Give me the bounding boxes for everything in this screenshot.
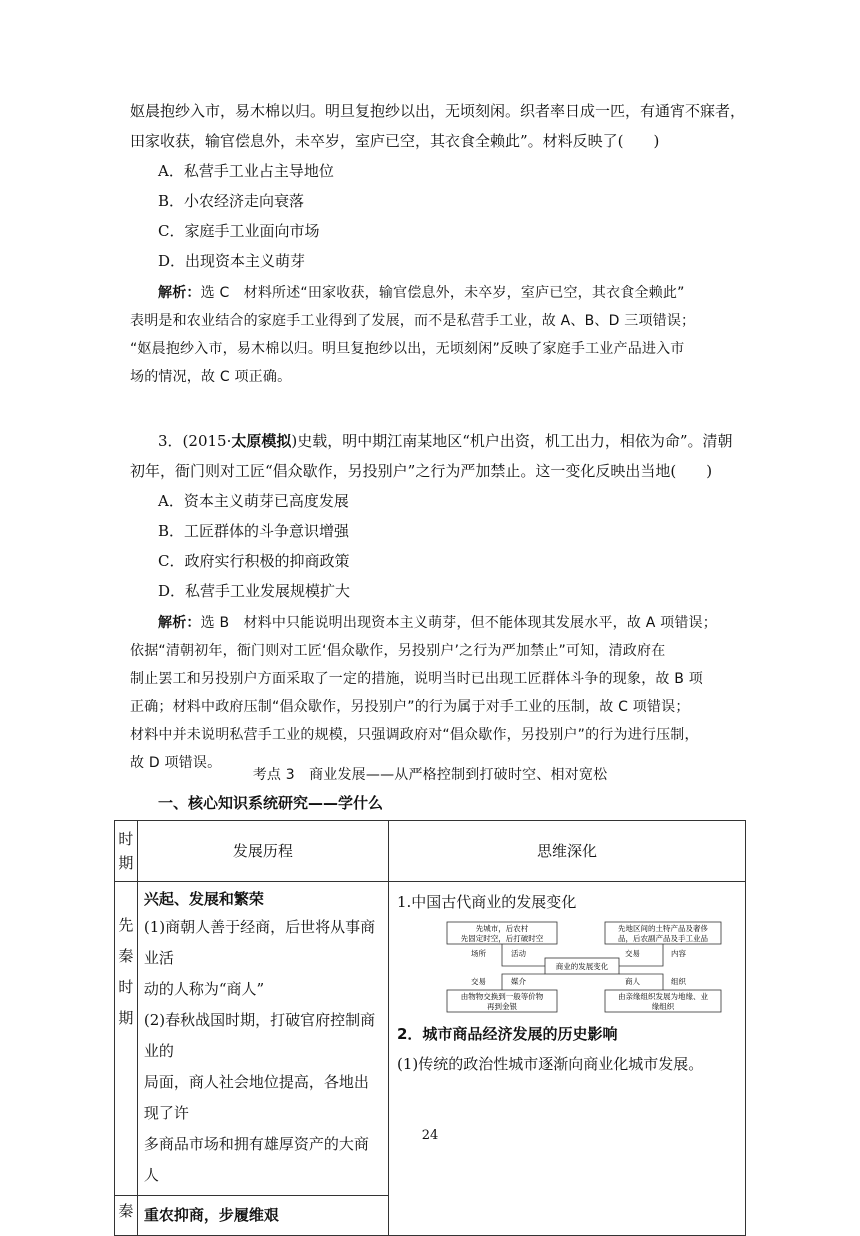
q2-stem-line-2: 田家收获，输官偿息外，未卒岁，室庐已空，其衣食全赖此”。材料反映了( ) [130,132,660,150]
knowledge-table [114,820,746,1236]
diagram-box-tr-text-2: 品，后农副产品及手工业品 [618,934,708,943]
q3-option-b: B．工匠群体的斗争意识增强 [158,522,350,540]
qin-char: 秦 [118,1202,134,1220]
commerce-diagram [427,920,737,1016]
diagram-box-tr-text-1: 先地区间的土特产品及奢侈 [618,924,708,933]
diagram-box-tl-text-1: 先城市，后农村 [475,924,529,933]
diagram-box-bl-text-1: 由物物交换到一般等价物 [460,992,544,1001]
diagram-label-medium: 媒介 [511,977,526,986]
q2-analysis-line-2: 表明是和农业结合的家庭手工业得到了发展，而不是私营手工业，故 A、B、D 三项错误； [130,313,696,329]
header-think-cell [389,821,746,882]
header-think-label: 思维深化 [536,842,597,860]
diagram-box-tl-text-2: 先固定时空，后打破时空 [460,934,544,943]
q2-stem-line-1: 妪晨抱纱入市，易木棉以归。明旦复抱纱以出，无顷刻闲。织者率日成一匹，有通宵不寐者， [130,102,746,120]
diagram-box-bl-text-2: 再到金银 [487,1002,517,1011]
header-dev-cell [137,821,388,882]
diagram-box-br-text-1: 由亲缘组织发展为地缘、业 [618,992,708,1001]
header-period-cell [115,821,138,882]
preqin-char-4: 期 [118,1009,134,1027]
diagram-label-merchant: 商人 [625,977,640,986]
diagram-label-trade-2: 交易 [471,977,486,986]
q2-analysis-text-1: 选 C 材料所述“田家收获，输官偿息外，未卒岁，室庐已空，其衣食全赖此” [200,285,685,301]
q2-option-d: D．出现资本主义萌芽 [158,252,306,270]
preqin-line-4: 局面，商人社会地位提高，各地出现了许 [143,1073,369,1122]
q2-analysis-label: 解析： [158,285,201,301]
q3-analysis-line-3: 制止罢工和另投别户方面采取了一定的措施，说明当时已出现工匠群体斗争的现象，故 B 项 [130,671,703,687]
preqin-char-1: 先 [118,916,134,934]
q3-stem-line-2: 初年，衙门则对工匠“倡众歇作，另投别户”之行为严加禁止。这一变化反映出当地( ) [130,462,713,480]
q3-source: 太原模拟 [231,432,292,450]
q3-analysis-line-1 [158,612,717,634]
q3-analysis-line-2: 依据“清朝初年，衙门则对工匠‘倡众歇作，另投别户’之行为严加禁止”可知，清政府在 [130,643,666,659]
preqin-line-3: (2)春秋战国时期，打破官府控制商业的 [143,1011,376,1060]
preqin-line-2: 动的人称为“商人” [143,980,265,998]
q3-stem-rest: )史载，明中期江南某地区“机户出资，机工出力，相依为命”。清朝 [291,432,733,450]
preqin-char-3: 时 [118,978,134,996]
q2-analysis-line-1 [158,282,685,304]
think-line-1: (1)传统的政治性城市逐渐向商业化城市发展。 [397,1055,704,1073]
q3-analysis-label: 解析： [158,615,201,631]
q2-analysis-line-4: 场的情况，故 C 项正确。 [130,369,292,385]
preqin-char-2: 秦 [118,947,134,965]
diagram-center-text: 商业的发展变化 [555,962,609,971]
header-period-char-1: 时 [118,830,134,848]
section-heading: 一、核心知识系统研究——学什么 [158,794,384,812]
q3-analysis-text-1: 选 B 材料中只能说明出现资本主义萌芽，但不能体现其发展水平，故 A 项错误； [200,615,717,631]
diagram-label-content: 内容 [671,949,686,958]
preqin-line-1: (1)商朝人善于经商，后世将从事商业活 [143,918,376,967]
preqin-title: 兴起、发展和繁荣 [143,890,264,908]
diagram-label-place: 场所 [471,949,486,958]
q3-option-a: A．资本主义萌芽已高度发展 [158,492,349,510]
q2-analysis-line-3: “妪晨抱纱入市，易木棉以归。明旦复抱纱以出，无顷刻闲”反映了家庭手工业产品进入市 [130,341,685,357]
qin-title: 重农抑商，步履维艰 [143,1206,279,1224]
q3-option-c: C．政府实行积极的抑商政策 [158,552,350,570]
preqin-dev-cell [137,882,388,1196]
table-header-row [115,821,746,882]
kaodian-heading: 考点 3 商业发展——从严格控制到打破时空、相对宽松 [252,767,608,783]
diagram-label-trade-1: 交易 [625,949,640,958]
preqin-line-5: 多商品市场和拥有雄厚资产的大商人 [143,1135,369,1184]
header-dev-label: 发展历程 [232,841,293,860]
q3-analysis-line-4: 正确；材料中政府压制“倡众歇作，另投别户”的行为属于对手工业的压制，故 C 项错误； [130,699,690,715]
think-title-2: 2．城市商品经济发展的历史影响 [397,1025,618,1043]
q2-option-a: A．私营手工业占主导地位 [158,162,334,180]
q3-analysis-line-6: 故 D 项错误。 [130,755,222,771]
think-title-1: 1.中国古代商业的发展变化 [397,893,577,911]
header-period-char-2: 期 [118,854,134,872]
diagram-label-activity: 活动 [511,949,526,958]
q2-option-b: B．小农经济走向衰落 [158,192,305,210]
q3-option-d: D．私营手工业发展规模扩大 [158,582,351,600]
table-row-preqin [115,882,746,1196]
diagram-box-br-text-2: 缘组织 [651,1002,675,1011]
q3-stem-line-1 [158,430,733,452]
think-cell [389,882,746,1236]
diagram-label-org: 组织 [671,977,686,986]
preqin-period-cell [115,882,138,1196]
q2-option-c: C．家庭手工业面向市场 [158,222,320,240]
q3-analysis-line-5: 材料中并未说明私营手工业的规模，只强调政府对“倡众歇作，另投别户”的行为进行压制， [130,727,699,743]
q3-number: 3．(2015· [158,432,232,450]
page-number: 24 [421,1128,439,1143]
